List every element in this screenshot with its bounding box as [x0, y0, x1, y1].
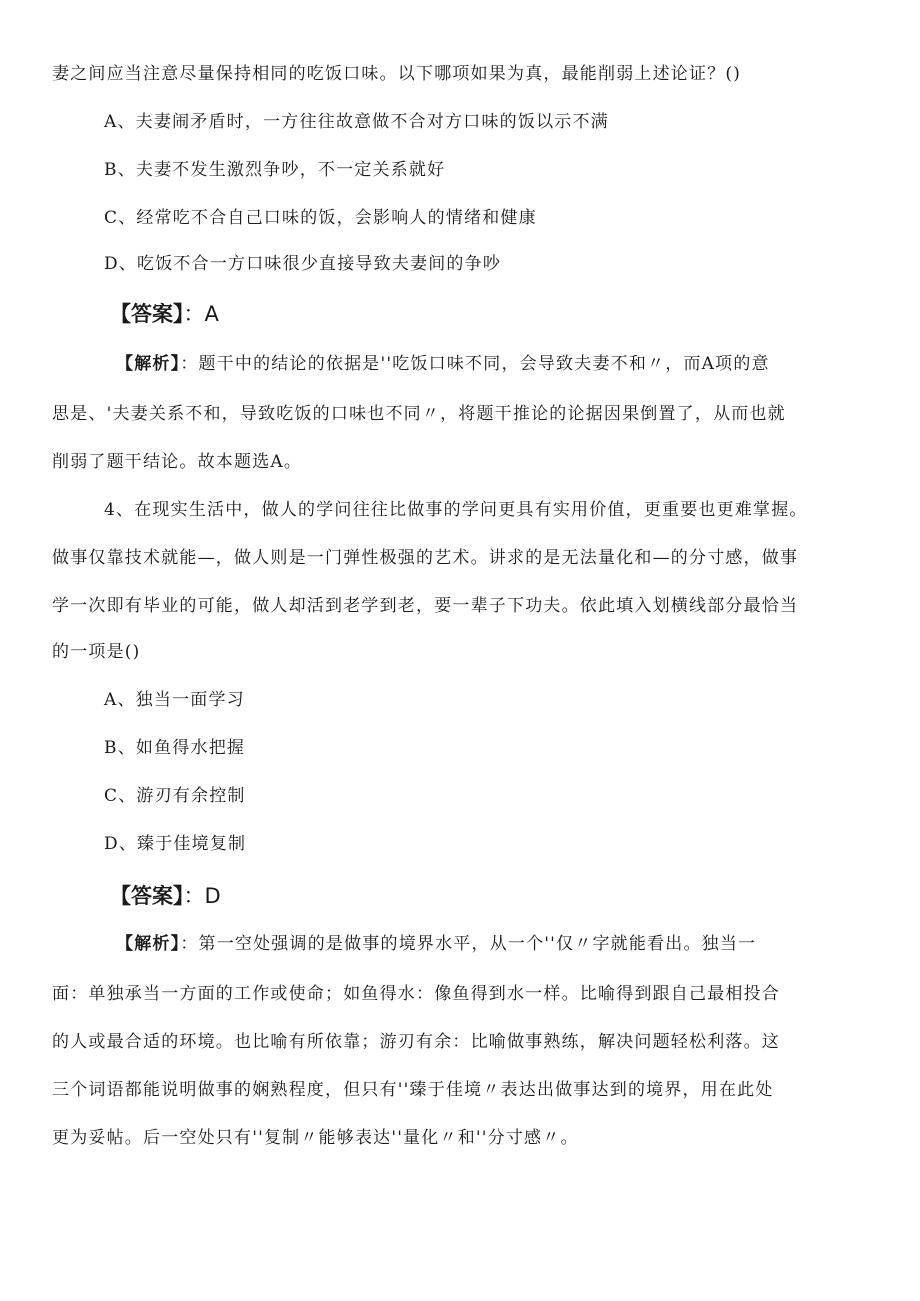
q4-analysis-line-2: 面：单独承当一方面的工作或使命；如鱼得水：像鱼得到水一样。比喻得到跟自己最相投合 — [52, 984, 780, 1004]
q4-analysis-line-1 — [116, 932, 756, 956]
q4-analysis-text-1: ：第一空处强调的是做事的境界水平，从一个''仅〃字就能看出。独当一 — [180, 934, 757, 954]
q3-option-b: B、夫妻不发生激烈争吵，不一定关系就好 — [104, 160, 446, 180]
q4-option-c: C、游刃有余控制 — [104, 786, 246, 806]
q4-analysis-label: 【解析】 — [116, 934, 181, 954]
q4-stem-line-3: 学一次即有毕业的可能，做人却活到老学到老，要一辈子下功夫。依此填入划横线部分最恰当 — [52, 596, 799, 616]
q4-stem-line-1: 4、在现实生活中，做人的学问往往比做事的学问更具有实用价值，更重要也更难掌握。 — [104, 500, 808, 520]
q4-analysis-line-3: 的人或最合适的环境。也比喻有所依靠；游刃有余：比喻做事熟练，解决问题轻松利落。这 — [52, 1032, 780, 1052]
q3-answer — [110, 300, 219, 328]
q4-answer — [110, 882, 221, 910]
q3-answer-value: ：A — [183, 302, 219, 326]
q3-stem-tail: 妻之间应当注意尽量保持相同的吃饭口味。以下哪项如果为真，最能削弱上述论证？() — [52, 64, 742, 84]
q3-analysis-line-1 — [116, 352, 770, 376]
q4-option-d: D、臻于佳境复制 — [104, 834, 247, 854]
q4-answer-value: ：D — [183, 884, 221, 908]
q3-analysis-text-1: ：题干中的结论的依据是''吃饭口味不同，会导致夫妻不和〃，而A项的意 — [180, 354, 770, 374]
q3-analysis-label: 【解析】 — [116, 354, 181, 374]
q3-option-d: D、吃饭不合一方口味很少直接导致夫妻间的争吵 — [104, 254, 502, 274]
q4-option-b: B、如鱼得水把握 — [104, 738, 246, 758]
q4-stem-line-2: 做事仅靠技术就能—，做人则是一门弹性极强的艺术。讲求的是无法量化和—的分寸感，做事 — [52, 548, 799, 568]
q3-analysis-line-2: 思是、'夫妻关系不和，导致吃饭的口味也不同〃，将题干推论的论据因果倒置了，从而也就 — [52, 404, 786, 424]
q4-answer-label: 【答案】 — [110, 884, 184, 908]
q4-stem-line-4: 的一项是() — [52, 642, 141, 662]
q3-analysis-line-3: 削弱了题干结论。故本题选A。 — [52, 452, 303, 472]
q3-option-a: A、夫妻闹矛盾时，一方往往故意做不合对方口味的饭以示不满 — [104, 112, 609, 132]
q3-answer-label: 【答案】 — [110, 302, 184, 326]
q4-analysis-line-5: 更为妥帖。后一空处只有''复制〃能够表达''量化〃和''分寸感〃。 — [52, 1128, 579, 1148]
q4-analysis-line-4: 三个词语都能说明做事的娴熟程度，但只有''臻于佳境〃表达出做事达到的境界，用在此处 — [52, 1080, 774, 1100]
q3-option-c: C、经常吃不合自己口味的饭，会影响人的情绪和健康 — [104, 208, 537, 228]
q4-option-a: A、独当一面学习 — [104, 690, 245, 710]
